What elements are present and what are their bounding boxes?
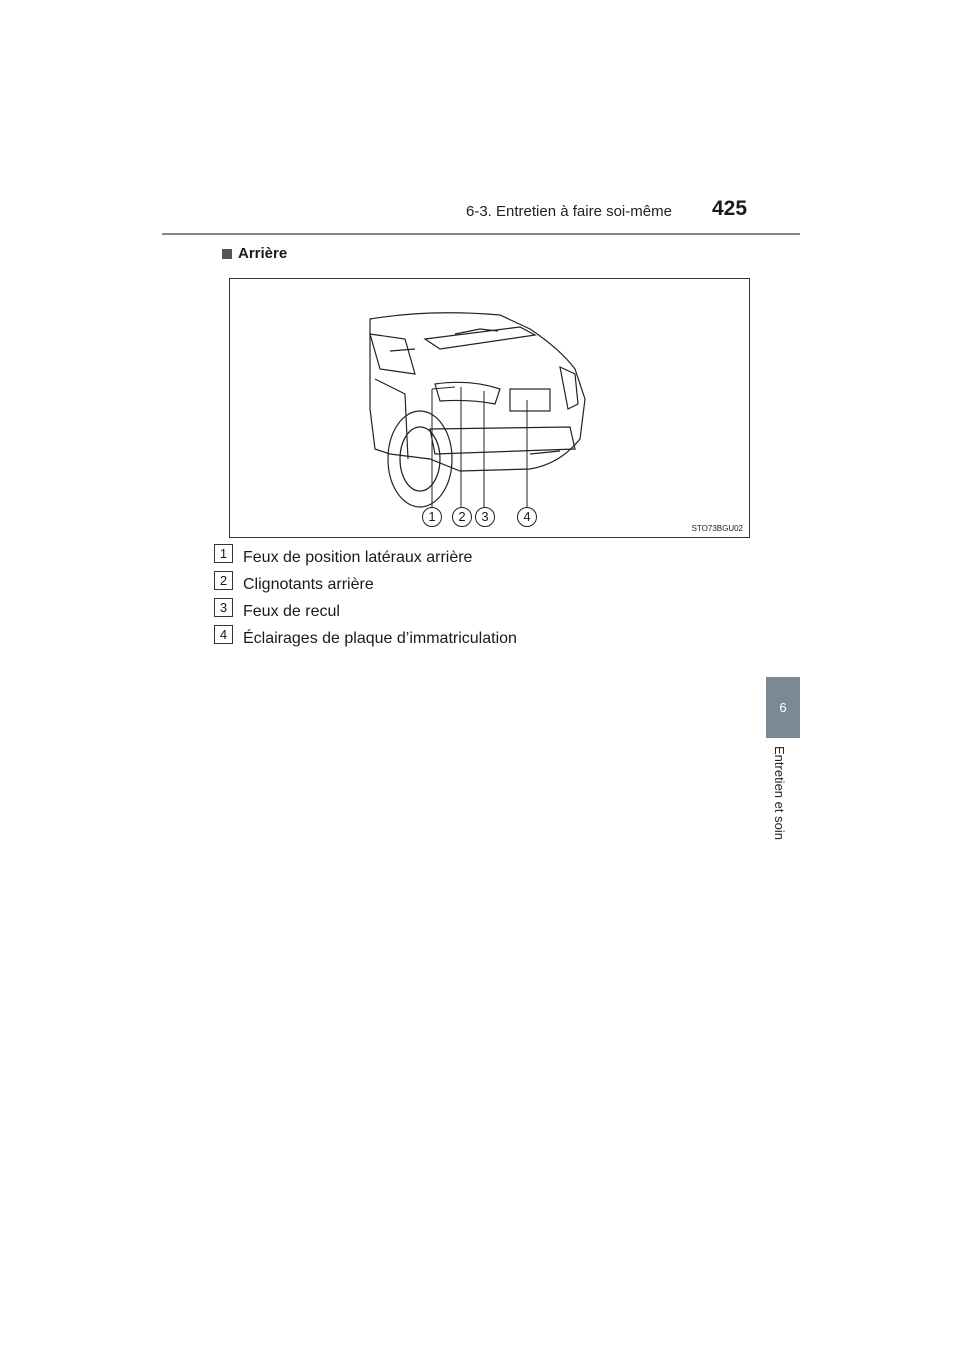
section-heading-text: Arrière (238, 245, 288, 262)
section-heading (222, 245, 287, 262)
page-number: 425 (712, 197, 748, 220)
legend-item (214, 627, 517, 654)
header-divider (162, 233, 800, 235)
chapter-tab: 6 (766, 677, 800, 738)
figure-callout-1: 1 (422, 507, 442, 527)
legend-text: Feux de position latéraux arrière (243, 549, 473, 566)
figure-callout-4: 4 (517, 507, 537, 527)
legend-number: 1 (214, 544, 233, 563)
figure-legend (214, 546, 517, 654)
legend-text: Éclairages de plaque d’immatriculation (243, 630, 517, 647)
legend-text: Feux de recul (243, 603, 340, 620)
legend-number: 2 (214, 571, 233, 590)
figure-callout-2: 2 (452, 507, 472, 527)
legend-number: 4 (214, 625, 233, 644)
header-section-title: 6-3. Entretien à faire soi-même (466, 203, 672, 220)
car-rear-illustration (230, 279, 749, 537)
chapter-label: Entretien et soin (772, 746, 787, 840)
legend-number: 3 (214, 598, 233, 617)
figure-callout-3: 3 (475, 507, 495, 527)
legend-item (214, 600, 517, 627)
figure-code: STO73BGU02 (691, 524, 743, 533)
legend-item (214, 573, 517, 600)
legend-text: Clignotants arrière (243, 576, 374, 593)
legend-item (214, 546, 517, 573)
rear-lights-figure (229, 278, 750, 538)
square-bullet-icon (222, 249, 232, 259)
